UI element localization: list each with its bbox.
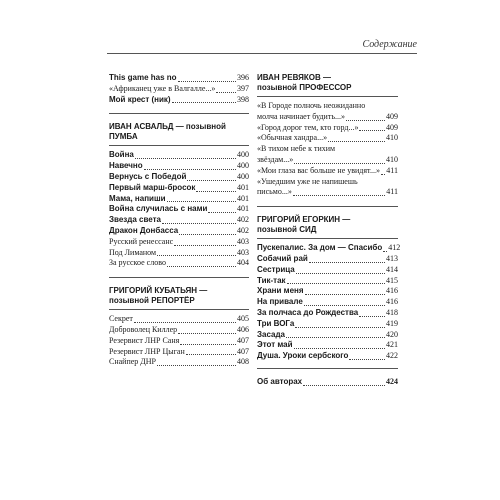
toc-entry-page: 410	[386, 133, 398, 143]
toc-entry-about[interactable]	[257, 377, 398, 388]
toc-entry-page: 415	[386, 275, 398, 285]
toc-entry-page: 396	[237, 73, 249, 82]
toc-entry[interactable]	[109, 314, 249, 325]
toc-entry-page: 411	[386, 187, 398, 197]
toc-entry-page: 400	[237, 161, 249, 171]
leader-dots	[157, 255, 236, 256]
toc-entry[interactable]	[109, 183, 249, 194]
toc-entry[interactable]	[109, 172, 249, 183]
toc-entry-page: 409	[386, 111, 398, 121]
section-title-line: ПУМБА	[109, 132, 138, 142]
toc-entry[interactable]	[257, 265, 398, 276]
toc-entry-page: 402	[237, 225, 249, 235]
running-head: Содержание	[362, 39, 417, 50]
toc-entry-title: Русский ренессанс	[109, 236, 174, 246]
section-divider	[257, 206, 398, 207]
toc-entry-title: Доброволец Киллер	[109, 324, 178, 334]
toc-entry-page: 402	[237, 215, 249, 225]
toc-entry[interactable]	[257, 144, 398, 166]
toc-entry-title: Этот май	[257, 340, 293, 350]
toc-entry-page: 414	[386, 264, 398, 274]
leader-dots	[180, 344, 236, 345]
leader-dots	[144, 169, 236, 170]
toc-entry-title: «Обычная хандра...»	[257, 133, 328, 143]
toc-entry-title: «Африканец уже в Валгалле...»	[109, 83, 216, 93]
leader-dots	[286, 337, 385, 338]
leader-dots	[208, 212, 236, 213]
leader-dots	[295, 327, 385, 328]
toc-entry-title: Звезда света	[109, 215, 161, 225]
leader-dots	[346, 120, 385, 121]
leader-dots	[383, 251, 387, 252]
toc-entry-page: 407	[237, 346, 249, 356]
section-title-line: ГРИГОРИЙ ЕГОРКИН —	[257, 215, 351, 225]
section-rule	[109, 145, 249, 146]
leader-dots	[381, 174, 385, 175]
leader-dots	[359, 316, 385, 317]
leader-dots	[157, 365, 236, 366]
toc-entry[interactable]	[257, 340, 398, 351]
toc-entry-page: 421	[386, 340, 398, 350]
toc-entry-title: Сестрица	[257, 264, 295, 274]
leader-dots	[187, 180, 236, 181]
toc-entry-page: 404	[237, 258, 249, 268]
toc-entry-title: Резервист ЛНР Цыган	[109, 346, 185, 356]
section-rule	[109, 309, 249, 310]
toc-entry-page: 407	[237, 335, 249, 345]
section-title	[109, 122, 249, 142]
section-title	[109, 286, 249, 306]
leader-dots	[174, 245, 236, 246]
leader-dots	[349, 359, 385, 360]
leader-dots	[178, 333, 236, 334]
toc-entry-title: This game has no	[109, 73, 177, 82]
toc-entry[interactable]	[257, 330, 398, 341]
toc-entry-page: 413	[386, 253, 398, 263]
toc-entry-title: Дракон Донбасса	[109, 225, 179, 235]
toc-entry-page: 401	[237, 204, 249, 214]
toc-entry[interactable]	[109, 248, 249, 259]
toc-entry-title: «Город дорог тем, кто горд...»	[257, 122, 359, 132]
section-title-line: позывной РЕПОРТЁР	[109, 296, 195, 306]
toc-entry-title: Первый марш-бросок	[109, 182, 196, 192]
section-rule	[257, 238, 398, 239]
toc-entry[interactable]	[257, 351, 398, 362]
toc-entry[interactable]	[257, 177, 398, 199]
leader-dots	[303, 385, 385, 386]
toc-entry-page: 416	[386, 297, 398, 307]
right-column	[257, 73, 401, 388]
toc-entry[interactable]	[109, 194, 249, 205]
toc-entry-title: письмо...»	[257, 187, 292, 197]
section-rule	[257, 96, 398, 97]
toc-entry-page: 400	[237, 150, 249, 160]
leader-dots	[172, 102, 236, 103]
toc-entry-title: Храни меня	[257, 286, 304, 296]
toc-entry[interactable]	[109, 258, 249, 269]
section-divider	[109, 113, 249, 114]
section-title-line: ГРИГОРИЙ КУБАТЬЯН —	[109, 286, 208, 296]
toc-entry-title: Навечно	[109, 161, 143, 171]
leader-dots	[178, 81, 236, 82]
toc-entry-title: Душа. Уроки сербского	[257, 351, 349, 361]
toc-entry-page: 422	[386, 351, 398, 361]
leader-dots	[162, 223, 236, 224]
toc-entry-title: Об авторах	[257, 376, 303, 386]
toc-entry-page: 419	[386, 318, 398, 328]
leader-dots	[167, 266, 236, 267]
toc-entry-page: 401	[237, 182, 249, 192]
toc-entry-title: Резервист ЛНР Саня	[109, 335, 180, 345]
leader-dots	[294, 348, 385, 349]
leader-dots	[293, 195, 385, 196]
toc-entry-title: Война	[109, 150, 134, 160]
toc-entry[interactable]	[257, 123, 398, 134]
section-title-line: позывной ПРОФЕССОР	[257, 83, 352, 92]
leader-dots	[305, 294, 385, 295]
toc-entry[interactable]	[109, 73, 249, 84]
section-title-line: ИВАН АСВАЛЬД — позывной	[109, 122, 226, 132]
toc-entry-title: Мой крест (ник)	[109, 94, 171, 104]
leader-dots	[186, 354, 236, 355]
toc-entry[interactable]	[109, 150, 249, 161]
toc-entry[interactable]	[257, 276, 398, 287]
toc-entry[interactable]	[109, 237, 249, 248]
toc-entry-page: 403	[237, 247, 249, 257]
toc-entry[interactable]	[109, 161, 249, 172]
toc-entry[interactable]	[109, 204, 249, 215]
toc-entry[interactable]	[257, 319, 398, 330]
toc-entry-title: Под Лиманом	[109, 247, 157, 257]
toc-entry-page: 403	[237, 236, 249, 246]
toc-entry[interactable]	[257, 101, 398, 123]
leader-dots	[167, 201, 236, 202]
toc-entry-title: «Мои глаза вас больше не увидят...»	[257, 165, 380, 175]
toc-entry-title-line: «Ушедшим уже не напишешь	[257, 176, 358, 186]
leader-dots	[328, 141, 385, 142]
left-column	[109, 73, 249, 368]
toc-entry-page: 418	[386, 307, 398, 317]
toc-entry-title: Снайпер ДНР	[109, 357, 156, 367]
toc-entry-title: Тик-так	[257, 275, 286, 285]
toc-entry[interactable]	[109, 226, 249, 237]
leader-dots	[196, 191, 236, 192]
leader-dots	[294, 163, 385, 164]
leader-dots	[304, 305, 385, 306]
toc-entry-page: 398	[237, 94, 249, 104]
section-title	[257, 73, 398, 93]
toc-entry[interactable]	[257, 254, 398, 265]
toc-entry[interactable]	[109, 95, 249, 106]
toc-entry-page: 397	[237, 83, 249, 93]
toc-entry-title: Война случилась с нами	[109, 204, 208, 214]
toc-entry[interactable]	[109, 84, 249, 95]
section-title-line: позывной СИД	[257, 225, 317, 235]
leader-dots	[309, 262, 385, 263]
toc-entry[interactable]	[257, 308, 398, 319]
toc-entry-page: 409	[386, 122, 398, 132]
leader-dots	[134, 322, 236, 323]
toc-entry-page: 410	[386, 154, 398, 164]
toc-entry-page: 416	[386, 286, 398, 296]
toc-entry-page: 400	[237, 171, 249, 181]
header-rule	[107, 53, 417, 54]
toc-entry[interactable]	[109, 325, 249, 336]
toc-entry[interactable]	[257, 286, 398, 297]
toc-entry-page: 401	[237, 193, 249, 203]
leader-dots	[135, 158, 236, 159]
leader-dots	[296, 273, 385, 274]
toc-entry-title: Вернусь с Победой	[109, 171, 187, 181]
toc-entry-page: 412	[388, 243, 401, 253]
toc-entry-page: 408	[237, 357, 249, 367]
leader-dots	[216, 92, 236, 93]
section-title-line: ИВАН РЕВЯКОВ —	[257, 73, 332, 82]
toc-entry[interactable]	[257, 133, 398, 144]
toc-entry-title: молча начинает будить...»	[257, 111, 345, 121]
toc-entry[interactable]	[109, 215, 249, 226]
toc-entry[interactable]	[257, 243, 401, 254]
toc-entry-title: За полчаса до Рождества	[257, 307, 359, 317]
toc-entry-title: Три ВОГа	[257, 318, 295, 328]
toc-entry-title: За русское слово	[109, 258, 166, 268]
toc-entry[interactable]	[109, 357, 249, 368]
toc-entry-page: 420	[386, 329, 398, 339]
section-divider	[257, 368, 398, 369]
toc-entry[interactable]	[257, 166, 398, 177]
toc-entry[interactable]	[109, 336, 249, 347]
toc-entry-title: Секрет	[109, 314, 133, 324]
toc-entry-title-line: «В Городе полночь неожиданно	[257, 101, 366, 110]
leader-dots	[179, 234, 236, 235]
toc-entry-title: звёздам...»	[257, 154, 294, 164]
section-title	[257, 215, 398, 235]
toc-entry-title: Пускепалис. За дом — Спасибо	[257, 243, 383, 253]
toc-entry-page: 405	[237, 314, 249, 324]
toc-entry[interactable]	[109, 347, 249, 358]
toc-entry-page: 406	[237, 324, 249, 334]
toc-entry[interactable]	[257, 297, 398, 308]
toc-entry-page: 411	[386, 165, 398, 175]
leader-dots	[359, 130, 385, 131]
section-divider	[109, 277, 249, 278]
toc-entry-title: Собачий рай	[257, 253, 308, 263]
toc-entry-page: 424	[386, 376, 398, 386]
toc-entry-title: Засада	[257, 329, 285, 339]
leader-dots	[287, 283, 385, 284]
toc-entry-title-line: «В тихом небе к тихим	[257, 144, 336, 154]
toc-entry-title: На привале	[257, 297, 303, 307]
toc-entry-title: Мама, напиши	[109, 193, 166, 203]
